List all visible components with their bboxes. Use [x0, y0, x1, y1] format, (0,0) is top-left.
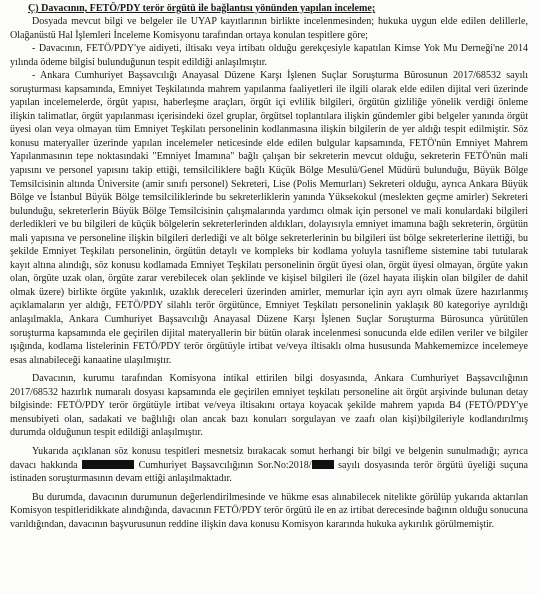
paragraph-intro: Dosyada mevcut bilgi ve belgeler ile UYAP kayıtlarının birlikte incelenmesinden; hukuka uygun elde edilen delillerle, Olağanüstü Hal İşlemleri İnceleme Komisyonu tarafından ortaya konulan tespitlere göre; — [10, 16, 528, 41]
redaction-block — [82, 460, 134, 469]
paragraph-investigation — [10, 445, 528, 486]
investigation-text-part-1: Yukarıda açıklanan söz konusu tespitleri mesnetsiz bırakacak somut herhangi bir bilgi ve belgenin sunulmadığı; ayrıca davacı hakkında — [10, 445, 528, 471]
investigation-text-part-3: sayılı dosyasında terör örgütü üyeliği suçuna istinaden soruşturmasının devam ettiği anlaşılmaktadır. — [10, 459, 529, 485]
paragraph-conclusion: Bu durumda, davacının durumunun değerlendirilmesinde ve hükme esas alınabilecek nitelikte görülüp yukarıda aktarılan Komisyon tespitleridikkate alındığında, davacının FETÖ/PDY terör örgütü ile en az irtibat derecesinde bağının olduğu sonucuna varıldığından, davacının başvurusunun reddine ilişkin dava konusu Komisyon kararında hukuka aykırılık görülmemiştir. — [10, 491, 528, 530]
paragraph-emniyet-analysis: - Ankara Cumhuriyet Başsavcılığı Anayasal Düzene Karşı İşlenen Suçlar Soruşturma Bürosunun 2017/68532 sayılı soruşturması kapsamında, Emniyet Teşkilatında mahrem yapılanma faaliyetleri ile ilgili olarak elde edilen dijital veri üzerinde yapılan incelemelerde, örgüt yapısı, haberleşme araçları, örgüt içi evlilik bilgileri, örgütün gizliliğe yönelik verdiği önleme ilişkin talimatlar, örgüt yapılanması içerisindeki özel gruplar, örgütsel toplantılara ilişkin gündemler gibi belgeler yanında örgüt üyesi olan veya olmayan tüm Emniyet Teşkilatı personelinin kodlanmasına ilişkin bilgilerin de yer aldığı tespit edilmiştir. Söz konusu materyaller üzerinde yapılan incelemeler neticesinde elde edilen bulgular kapsamında, FETÖ'nün Emniyet Mahrem Yapılanmasının tepe noktasındaki "Emniyet İmamına" bağlı çalışan bir sekreterin mevcut olduğu, sekreterin FETÖ'nün mali yapısını ve personel yapısını takip ettiği, temsilciliklere bağlı Küçük Bölge Mesulü/Genel Müdürü bulunduğu, Büyük Bölge Temsilcisinin altında Üniversite (amir sınıfı personel) Sekreteri, Lise (Polis Memurları) Sekreteri olduğu, ayrıca Ankara Büyük Bölge ve İstanbul Büyük Bölge temsilciliklerinde bu sekreterliklerin yanında Yüksekokul (meslekten geçme amirler) Sekreteri bulunduğu, sekreterlerin Büyük Bölge Temsilcisinin çalışmalarında yardımcı olmak için personel ve mali konulardaki bilgileri derledikleri ve bu bilgileri de küçük bölgelerin sekreterlerinden aldıkları, dolayısıyla emniyet imamına bağlı sekreterin, örgütün mali yapısına ve personeline ilişkin bilgileri derlediği ve alt bölge sekreterlerinin bu bilgileri üst bölge sekreterlerine ilettiği, bu şekilde Emniyet Teşkilatı personelinin, örgütün detaylı ve kompleks bir kodlama yoluyla tasnifleme sistemine tabi tutularak kayıt altına alındığı, söz konusu kodlamada Emniyet Teşkilatı personelinin örgüt üyesi olan, örgüt üyesi olmayan, örgüte yakın olan, örgüte uzak olan, örgüte zarar verebilecek olan şeklinde ve kişisel bilgileri ile (özel hayata ilişkin olan bilgiler de dahil olmak üzere) birlikte örgüte yakınlık, uzaklık dereceleri üzerinden amirler, memurlar için ayrı ayrı olmak üzere hazırlanmış açıklamaların yer aldığı, FETÖ/PDY silahlı terör örgütünce, Emniyet Teşkilatı personelinin yaklaşık 80 kategoriye ayrıldığı anlaşılmakla, Ankara Cumhuriyet Başsavcılığı Anayasal Düzene Karşı İşlenen Suçlar Soruşturma Bürosunca yürütülen soruşturma kapsamında ele geçirilen dijital materyallerin bir bütün olarak incelenmesi sonucunda elde edilen veriler ve bilgiler ışığında, kodlama listelerinin FETÖ/PDY terör örgütüyle irtibat ve/veya iltisaklı olma hususunda Mahkememizce incelemeye esas alınabileceği kanaatine ulaşılmıştır. — [10, 70, 528, 366]
redaction-block — [312, 460, 334, 469]
paragraph-kimse-yok-mu: - Davacının, FETÖ/PDY'ye aidiyeti, iltisakı veya irtibatı olduğu gerekçesiyle kapatılan Kimse Yok Mu Derneği'ne 2014 yılında ödeme bilgisi bulunduğunun tespit edildiği anlaşılmıştır. — [10, 43, 528, 68]
section-heading: Ç) Davacının, FETÖ/PDY terör örgütü ile bağlantısı yönünden yapılan inceleme; — [28, 3, 376, 14]
investigation-text-part-2: Cumhuriyet Başsavcılığının Sor.No:2018/ — [138, 459, 312, 471]
paragraph-coding-detail: Davacının, kurumu tarafından Komisyona intikal ettirilen bilgi dosyasında, Ankara Cumhuriyet Başsavcılığının 2017/68532 hazırlık numaralı dosyası kapsamında ele geçirilen emniyet teşkilatı personeline ait örgüt arşivinde bulunan detay bilgisinde: FETÖ/PDY terör örgütüyle irtibat ve/veya iltisakını ortaya koyacak şekilde mahrem yapıda B4 (FETÖ/PDY'ye mensubiyeti olan, sadakati ve bağlılığı olan ancak bazı konuları sorgulayan ve zaafı olan kişi)bilgileriyle kodlandırılmış durumda olduğunun tespit edildiği anlaşılmıştır. — [10, 373, 528, 439]
